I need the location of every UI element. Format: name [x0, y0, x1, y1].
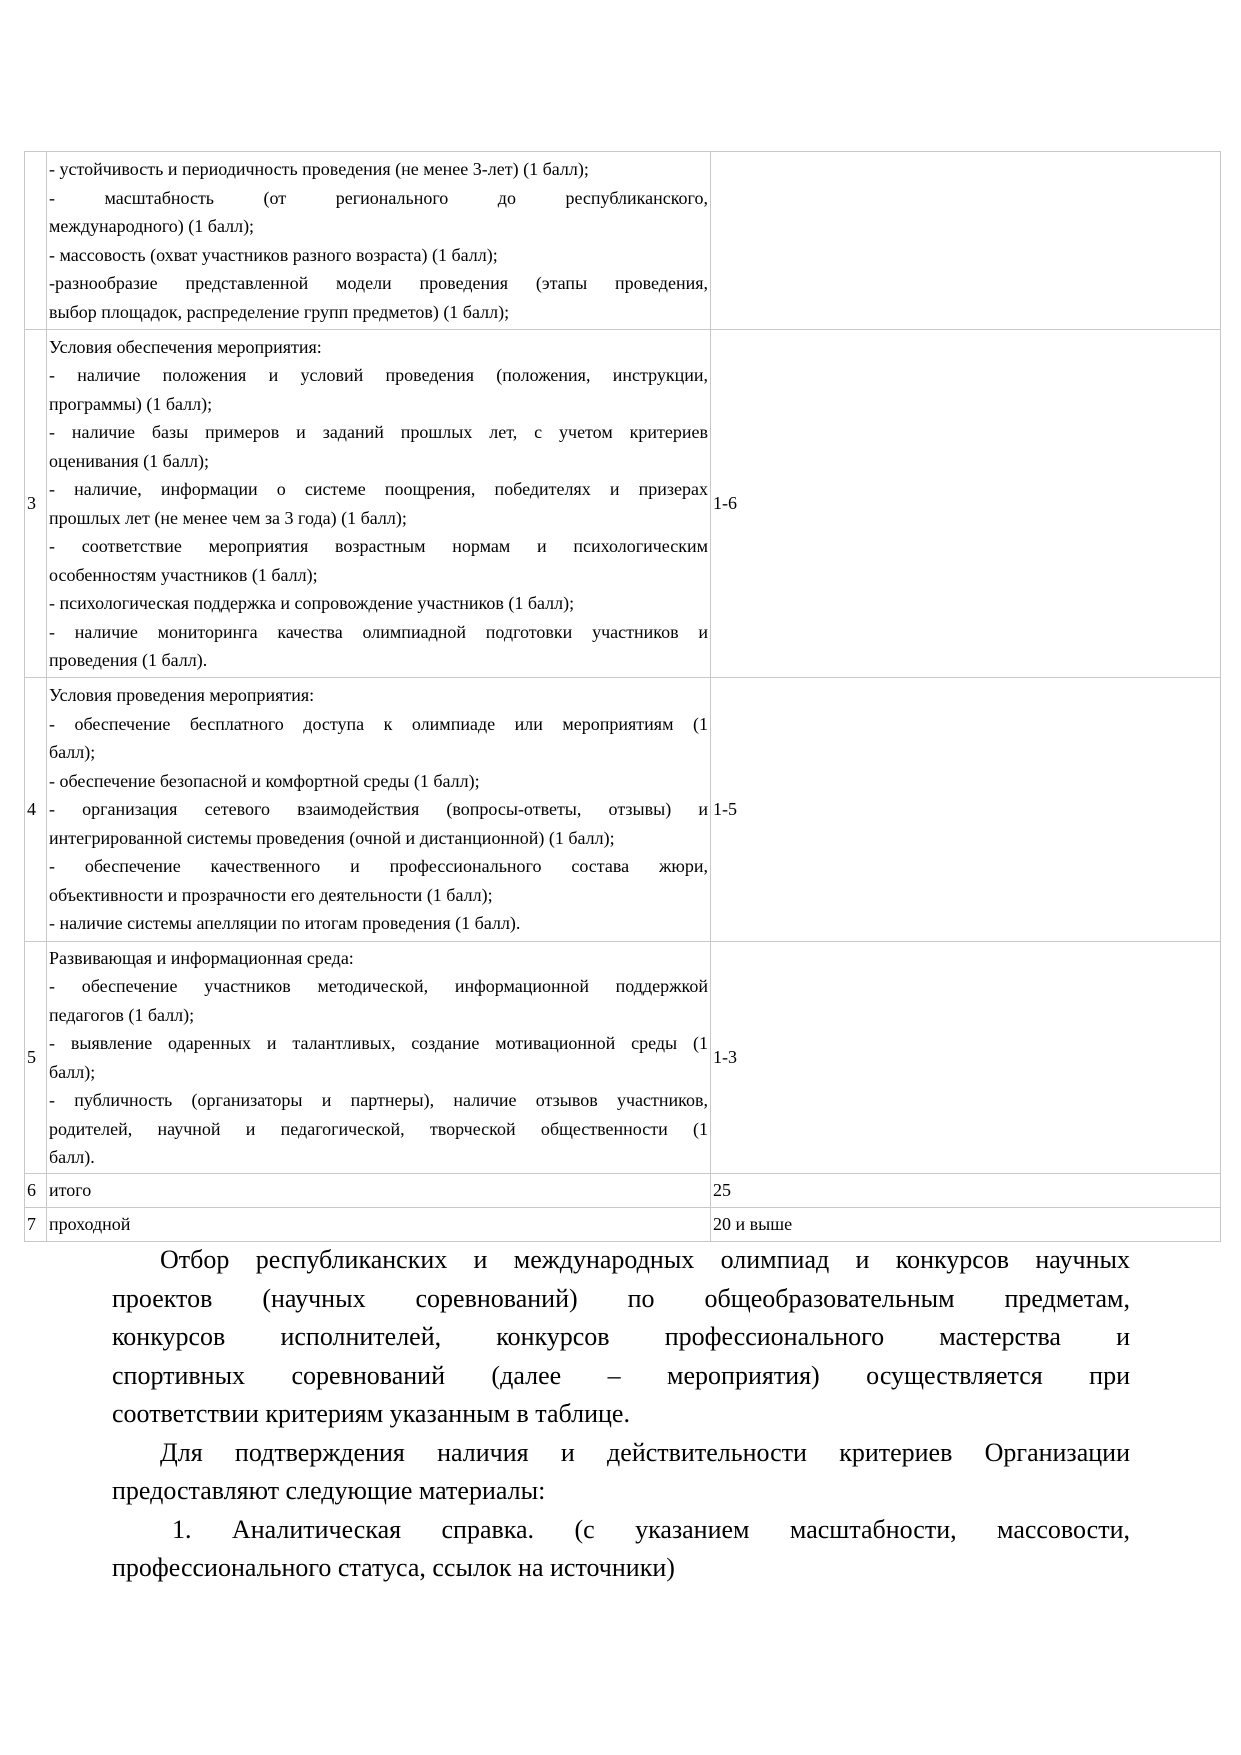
criteria-line: прошлых лет (не менее чем за 3 года) (1 балл); — [49, 507, 407, 528]
table-row — [25, 1174, 1221, 1208]
paragraph-line: 1. Аналитическая справка. (с указанием масштабности, массовости, — [172, 1514, 1130, 1544]
criteria-line: - масштабность (от регионального до республиканского, — [49, 187, 708, 208]
score-cell: 1-6 — [711, 330, 1221, 678]
row-number-cell: 6 — [25, 1174, 47, 1208]
criteria-line: объективности и прозрачности его деятельности (1 балл); — [49, 884, 493, 905]
criteria-line: Развивающая и информационная среда: — [49, 947, 354, 968]
criteria-line: - наличие, информации о системе поощрения, победителях и призерах — [49, 479, 708, 499]
criteria-line: Условия проведения мероприятия: — [49, 685, 315, 706]
criteria-line: - устойчивость и периодичность проведения (не менее 3-лет) (1 балл); — [49, 159, 589, 179]
paragraph — [112, 1241, 1130, 1434]
score-cell: 1-3 — [711, 942, 1221, 1174]
criteria-line: родителей, научной и педагогической, творческой общественности (1 — [49, 1118, 708, 1139]
row-number-cell — [25, 152, 47, 330]
criteria-line: балл); — [49, 1061, 96, 1082]
criteria-text-cell — [47, 330, 711, 678]
criteria-line: проходной — [49, 1214, 131, 1235]
row-number-cell: 3 — [25, 330, 47, 678]
row-number-cell: 4 — [25, 678, 47, 942]
criteria-line: - обеспечение безопасной и комфортной среды (1 балл); — [49, 770, 480, 791]
criteria-line: - выявление одаренных и талантливых, создание мотивационной среды (1 — [49, 1033, 708, 1053]
criteria-line: интегрированной системы проведения (очной и дистанционной) (1 балл); — [49, 827, 615, 848]
criteria-line: педагогов (1 балл); — [49, 1004, 195, 1025]
table-row — [25, 152, 1221, 330]
criteria-text-cell — [47, 942, 711, 1174]
criteria-line: - организация сетевого взаимодействия (вопросы-ответы, отзывы) и — [49, 799, 708, 820]
criteria-line: - публичность (организаторы и партнеры), наличие отзывов участников, — [49, 1090, 708, 1110]
table-row — [25, 1208, 1221, 1242]
body-text — [112, 1241, 1130, 1588]
criteria-line: - наличие положения и условий проведения (положения, инструкции, — [49, 365, 708, 385]
paragraph-line: Отбор республиканских и международных олимпиад и конкурсов научных — [160, 1245, 1130, 1274]
criteria-line: - наличие мониторинга качества олимпиадной подготовки участников и — [49, 621, 708, 642]
paragraph-line: спортивных соревнований (далее – мероприятия) осуществляется при — [112, 1360, 1130, 1390]
score-cell: 1-5 — [711, 678, 1221, 942]
table-row — [25, 678, 1221, 942]
paragraph-line: профессионального статуса, ссылок на источники) — [112, 1553, 675, 1582]
criteria-line: - наличие системы апелляции по итогам проведения (1 балл). — [49, 913, 521, 934]
score-cell — [711, 152, 1221, 330]
paragraph-line: предоставляют следующие материалы: — [112, 1476, 546, 1505]
criteria-line: Условия обеспечения мероприятия: — [49, 336, 322, 357]
paragraph — [112, 1511, 1130, 1588]
criteria-line: выбор площадок, распределение групп предметов) (1 балл); — [49, 301, 510, 322]
paragraph-line: проектов (научных соревнований) по общеобразовательным предметам, — [112, 1283, 1130, 1313]
criteria-line: балл). — [49, 1147, 95, 1167]
table-row — [25, 330, 1221, 678]
criteria-text-cell — [47, 152, 711, 330]
criteria-line: проведения (1 балл). — [49, 650, 208, 670]
table-row — [25, 942, 1221, 1174]
criteria-line: - наличие базы примеров и заданий прошлых лет, с учетом критериев — [49, 422, 708, 442]
score-cell: 20 и выше — [711, 1208, 1221, 1242]
paragraph-line: соответствии критериям указанным в таблице. — [112, 1399, 630, 1428]
criteria-line: - обеспечение качественного и профессионального состава жюри, — [49, 856, 708, 877]
row-number-cell: 5 — [25, 942, 47, 1174]
criteria-line: - обеспечение бесплатного доступа к олимпиаде или мероприятиям (1 — [49, 713, 708, 734]
criteria-line: -разнообразие представленной модели проведения (этапы проведения, — [49, 273, 708, 293]
row-number-cell: 7 — [25, 1208, 47, 1242]
criteria-line: - массовость (охват участников разного возраста) (1 балл); — [49, 244, 498, 265]
criteria-line: международного) (1 балл); — [49, 216, 255, 236]
criteria-text-cell — [47, 1174, 711, 1208]
criteria-line: - соответствие мероприятия возрастным нормам и психологическим — [49, 536, 708, 556]
criteria-line: программы) (1 балл); — [49, 393, 213, 414]
criteria-line: - обеспечение участников методической, информационной поддержкой — [49, 976, 708, 996]
paragraph — [112, 1434, 1130, 1511]
paragraph-line: конкурсов исполнителей, конкурсов профессионального мастерства и — [112, 1322, 1130, 1351]
criteria-line: оценивания (1 балл); — [49, 450, 209, 471]
criteria-table-body — [25, 152, 1221, 1242]
criteria-line: - психологическая поддержка и сопровождение участников (1 балл); — [49, 593, 575, 613]
criteria-line: итого — [49, 1180, 92, 1201]
criteria-text-cell — [47, 678, 711, 942]
score-cell: 25 — [711, 1174, 1221, 1208]
paragraph-line: Для подтверждения наличия и действительности критериев Организации — [160, 1437, 1130, 1467]
criteria-line: балл); — [49, 742, 96, 763]
criteria-text-cell — [47, 1208, 711, 1242]
criteria-table — [24, 151, 1221, 1242]
criteria-line: особенностям участников (1 балл); — [49, 564, 318, 585]
